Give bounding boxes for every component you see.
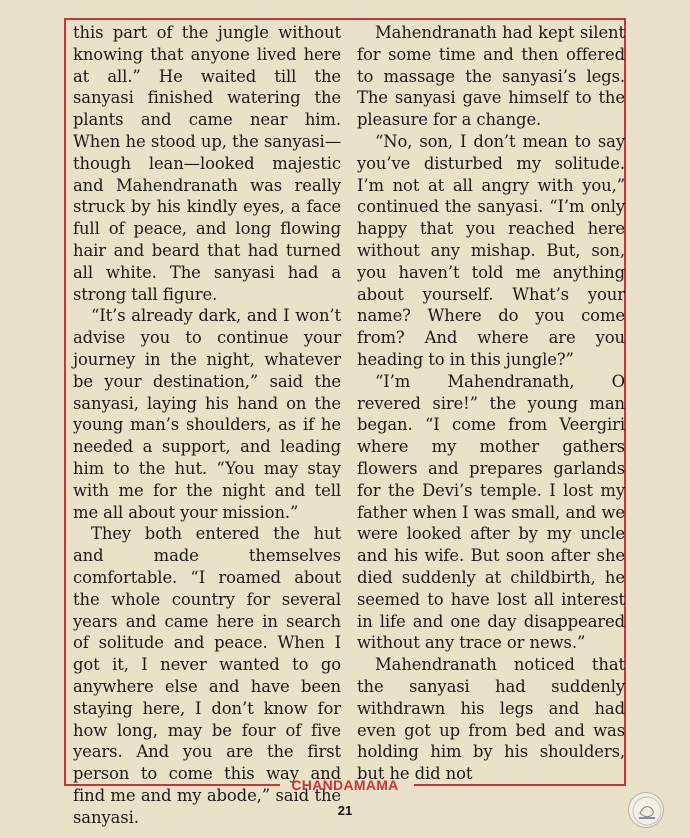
left-paragraph-2: “It’s already dark, and I won’t advise you to continue your journey in the night, whatever be your destination,” said the sanyasi, laying his hand on the young man’s shoulders, as if he needed a support, and leading him to the hut. “You may stay with me for the night and tell me all about your mission.”	[73, 306, 341, 522]
right-paragraph-3: “I’m Mahendranath, O revered sire!” the young man began. “I come from Veergiri where my mother gathers flowers and prepares garlands for the Devi’s temple. I lost my father when I was small, and we were looked after by my uncle and his wife. But soon after she died suddenly at childbirth, he seemed to have lost all interest in life and one day disappeared without any trace or news.”	[357, 371, 625, 653]
left-text-column	[73, 22, 341, 827]
library-seal-icon	[628, 792, 664, 828]
right-paragraph-4: Mahendranath noticed that the sanyasi had suddenly withdrawn his legs and had even got up from bed and was holding him by his shoulders, but he did not	[357, 655, 625, 784]
right-paragraph-2: “No, son, I don’t mean to say you’ve disturbed my solitude. I’m not at all angry with you,” continued the sanyasi. “I’m only happy that you reached here without any mishap. But, son, you haven’t told me anything about yourself. What’s your name? Where do you come from? And where are you heading to in this jungle?”	[357, 131, 625, 369]
magazine-title: CHANDAMAMA	[291, 777, 399, 793]
right-paragraph-1: Mahendranath had kept silent for some time and then offered to massage the sanyasi’s legs. The sanyasi gave himself to the pleasure for a change.	[357, 23, 625, 130]
right-text-column	[357, 22, 625, 784]
page-number: 21	[337, 803, 353, 818]
left-paragraph-1: this part of the jungle without knowing that anyone lived here at all.” He waited till the sanyasi finished watering the plants and came near him. When he stood up, the sanyasi—though lean—looked majestic and Mahendranath was really struck by his kindly eyes, a face full of peace, and long flowing hair and beard that had turned all white. The sanyasi had a strong tall figure.	[73, 23, 341, 304]
left-paragraph-3: They both entered the hut and made themselves comfortable. “I roamed about the whole country for several years and came here in search of solitude and peace. When I got it, I never wanted to go anywhere else and have been staying here, I don’t know for how long, may be four of five years. And you are the first person to come this way and find me and my abode,” said the sanyasi.	[73, 524, 341, 827]
